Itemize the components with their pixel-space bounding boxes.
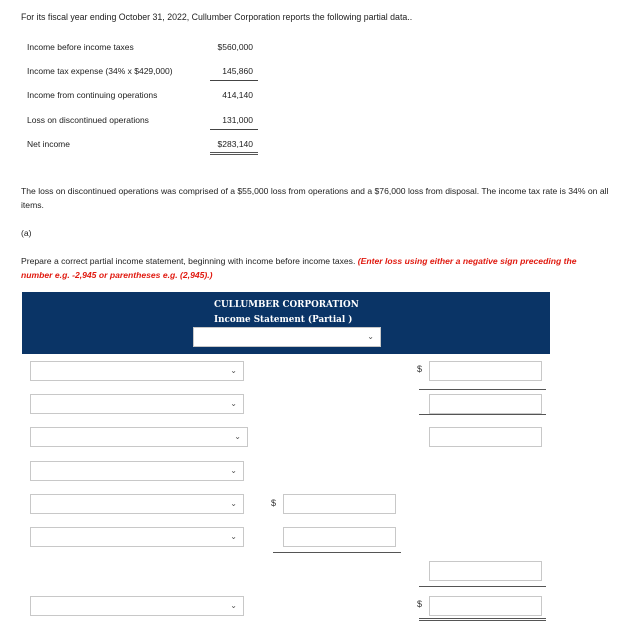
- underline: [419, 414, 546, 415]
- amount-input[interactable]: [429, 427, 542, 447]
- row-value: 145,860: [222, 66, 253, 76]
- chevron-down-icon: ⌄: [234, 432, 241, 441]
- underline: [419, 586, 546, 587]
- instruction-text: Prepare a correct partial income statement, beginning with income before income taxes.: [21, 256, 356, 266]
- row-label: Income tax expense (34% x $429,000): [27, 66, 173, 76]
- account-select[interactable]: [30, 527, 244, 547]
- dollar-sign: $: [417, 364, 423, 374]
- amount-input[interactable]: [429, 596, 542, 616]
- chevron-down-icon: ⌄: [230, 466, 237, 475]
- account-select[interactable]: [30, 461, 244, 481]
- chevron-down-icon: ⌄: [230, 532, 237, 541]
- divider: [210, 129, 258, 130]
- amount-input[interactable]: [429, 361, 542, 381]
- intro-text: For its fiscal year ending October 31, 2022, Cullumber Corporation reports the following partial data..: [21, 12, 413, 22]
- chevron-down-icon: ⌄: [367, 332, 374, 341]
- account-select[interactable]: [30, 361, 244, 381]
- row-label: Loss on discontinued operations: [27, 115, 149, 125]
- row-value: $283,140: [217, 139, 253, 149]
- amount-input[interactable]: [283, 527, 396, 547]
- instruction: [21, 254, 591, 282]
- description-paragraph: The loss on discontinued operations was comprised of a $55,000 loss from operations and a $76,000 loss from disposal. The income tax rate is 34% on all items.: [21, 186, 609, 210]
- dollar-sign: $: [271, 498, 277, 508]
- double-underline: [419, 618, 546, 621]
- instruction-note: (Enter loss using either a negative sign preceding the number e.g. -2,945 or parentheses e.g. (2,945).): [21, 256, 577, 280]
- amount-input[interactable]: [429, 394, 542, 414]
- account-select[interactable]: [30, 596, 244, 616]
- chevron-down-icon: ⌄: [230, 499, 237, 508]
- double-underline: [210, 152, 258, 155]
- statement-title: Income Statement (Partial ): [214, 315, 353, 325]
- amount-input[interactable]: [429, 561, 542, 581]
- amount-input[interactable]: [283, 494, 396, 514]
- row-label: Net income: [27, 139, 70, 149]
- divider: [210, 80, 258, 81]
- period-select[interactable]: [193, 327, 381, 347]
- chevron-down-icon: ⌄: [230, 366, 237, 375]
- chevron-down-icon: ⌄: [230, 601, 237, 610]
- row-label: Income before income taxes: [27, 42, 134, 52]
- row-value: $560,000: [217, 42, 253, 52]
- dollar-sign: $: [417, 599, 423, 609]
- chevron-down-icon: ⌄: [230, 399, 237, 408]
- underline: [419, 389, 546, 390]
- part-label: (a): [21, 228, 32, 238]
- row-label: Income from continuing operations: [27, 90, 158, 100]
- underline: [273, 552, 401, 553]
- account-select[interactable]: [30, 427, 248, 447]
- company-name: CULLUMBER CORPORATION: [214, 300, 359, 310]
- account-select[interactable]: [30, 394, 244, 414]
- row-value: 414,140: [222, 90, 253, 100]
- account-select[interactable]: [30, 494, 244, 514]
- row-value: 131,000: [222, 115, 253, 125]
